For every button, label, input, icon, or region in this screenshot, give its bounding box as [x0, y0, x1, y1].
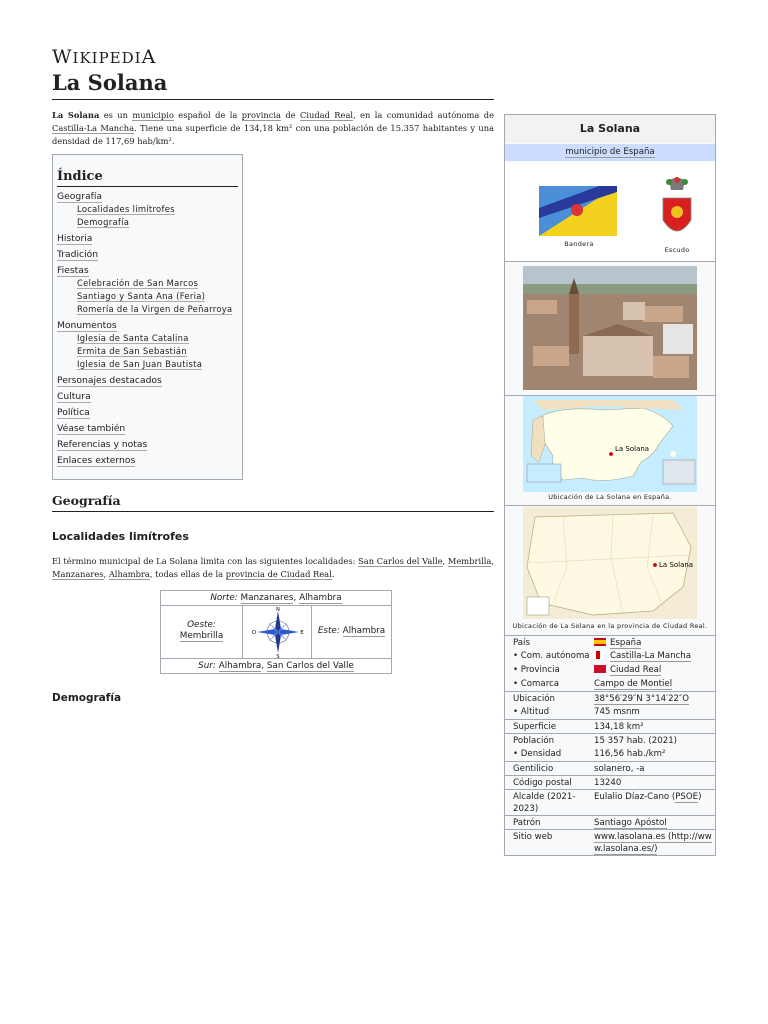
toc-title: Índice — [57, 169, 238, 187]
table-of-contents — [52, 154, 243, 480]
link-provincia-ciudad-real[interactable]: provincia de Ciudad Real — [225, 569, 332, 579]
compass-east: Este: Alhambra — [317, 626, 386, 636]
link-san-carlos-del-valle[interactable]: San Carlos del Valle — [358, 556, 443, 566]
toc-subitem[interactable]: Iglesia de Santa Catalina — [77, 333, 189, 343]
map2-caption: Ubicación de La Solana en la provincia de Ciudad Real. — [512, 622, 708, 630]
toc-list — [57, 190, 238, 467]
province-flag-icon — [594, 665, 606, 673]
infobox-row-comarca: • Comarca Campo de Montiel — [513, 679, 673, 689]
toc-subitem[interactable]: Demografía — [77, 217, 130, 227]
compass-north: Norte: Manzanares, Alhambra — [161, 591, 391, 606]
section-divider — [52, 511, 494, 512]
infobox-row-codigo-postal: Código postal 13240 — [505, 775, 715, 789]
link-coordinates[interactable]: 38°56′29″N 3°14′22″O — [594, 693, 689, 704]
town-photo[interactable] — [523, 266, 697, 390]
infobox-row-alcalde: Alcalde (2021- 2023) Eulalio Díaz-Cano (PSOE) — [505, 789, 715, 815]
infobox — [504, 114, 716, 856]
neighbors-compass-table — [160, 590, 392, 674]
infobox-row-densidad: • Densidad 116,56 hab./km² — [513, 749, 666, 759]
infobox-row-altitud: • Altitud 745 msnm — [513, 707, 640, 717]
toc-item[interactable]: Referencias y notas — [57, 439, 148, 450]
toc-item[interactable]: Historia — [57, 233, 93, 244]
link-membrilla[interactable]: Membrilla — [447, 556, 492, 566]
svg-text:N: N — [276, 607, 280, 613]
link-psoe[interactable]: PSOE — [675, 792, 699, 802]
link-manzanares[interactable]: Manzanares — [52, 569, 104, 579]
infobox-row-poblacion: Población 15 357 hab. (2021) — [505, 733, 715, 747]
infobox-subtitle — [505, 144, 715, 161]
link-municipio-espana[interactable]: municipio de España — [565, 147, 655, 157]
infobox-symbols — [505, 162, 715, 262]
link-ciudad-real[interactable]: Ciudad Real — [299, 110, 354, 120]
province-location-map[interactable] — [523, 507, 697, 619]
infobox-row-pais: País España — [505, 635, 715, 649]
compass-west: Oeste: Membrilla — [179, 620, 224, 641]
link-provincia[interactable]: provincia — [241, 110, 281, 120]
link-manzanares[interactable]: Manzanares — [240, 593, 294, 603]
toc-item[interactable]: Enlaces externos — [57, 455, 136, 466]
intro-paragraph: La Solana es un municipio español de la provincia de Ciudad Real, en la comunidad autónoma de Castilla-La Mancha. Tiene una superficie de 134,18 km² con una población de 15.357 habitantes y una densidad de 117,69 hab/km². — [52, 110, 494, 146]
svg-text:E: E — [300, 630, 304, 636]
section-heading-demografia: Demografía — [52, 692, 122, 704]
localidades-paragraph: El término municipal de La Solana limita con las siguientes localidades: San Carlos del Valle, Membrilla, Manzanares, Alhambra, todas ellas de la provincia de Ciudad Real. — [52, 556, 494, 579]
link-municipio[interactable]: municipio — [132, 110, 174, 120]
toc-item[interactable]: Monumentos — [57, 320, 117, 331]
page-title: La Solana — [52, 70, 168, 95]
link-espana[interactable]: España — [610, 637, 642, 648]
section-heading-geografia: Geografía — [52, 493, 121, 508]
infobox-data-rows — [505, 635, 715, 855]
infobox-row-sitio-web: Sitio web www.lasolana.es (http://ww w.lasolana.es/) — [505, 829, 715, 855]
toc-item[interactable]: Tradición — [57, 249, 99, 260]
compass-rose-icon — [243, 606, 313, 658]
title-divider — [52, 99, 494, 100]
toc-subitem[interactable]: Localidades limítrofes — [77, 204, 175, 214]
link-campo-de-montiel[interactable]: Campo de Montiel — [594, 679, 673, 689]
spain-location-map[interactable] — [523, 396, 697, 492]
toc-item[interactable]: Geografía — [57, 191, 103, 202]
toc-subitem[interactable]: Santiago y Santa Ana (Feria) — [77, 291, 206, 301]
infobox-row-gentilicio: Gentilicio solanero, -a — [505, 761, 715, 775]
toc-item[interactable]: Personajes destacados — [57, 375, 162, 386]
svg-text:La Solana: La Solana — [615, 445, 650, 453]
map1-caption: Ubicación de La Solana en España. — [548, 493, 672, 501]
link-alhambra[interactable]: Alhambra — [218, 661, 262, 671]
toc-item[interactable]: Fiestas — [57, 265, 89, 276]
toc-item[interactable]: Política — [57, 407, 90, 418]
infobox-title: La Solana — [505, 115, 715, 143]
link-website[interactable]: www.lasolana.es (http://ww — [594, 832, 712, 842]
link-alhambra[interactable]: Alhambra — [342, 626, 386, 636]
infobox-divider — [505, 505, 715, 506]
compass-south: Sur: Alhambra, San Carlos del Valle — [161, 658, 391, 673]
infobox-row-provincia: • Provincia Ciudad Real — [513, 665, 662, 675]
link-ciudad-real[interactable]: Ciudad Real — [610, 665, 662, 675]
wikipedia-wordmark[interactable]: WIKIPEDIA — [52, 46, 157, 68]
link-castilla-la-mancha[interactable]: Castilla-La Mancha — [52, 123, 135, 133]
link-website[interactable]: w.lasolana.es/) — [594, 844, 658, 854]
flag-caption: Bandera — [564, 240, 594, 248]
shield-image[interactable] — [659, 176, 695, 242]
flag-image[interactable] — [539, 186, 617, 236]
link-san-carlos-del-valle[interactable]: San Carlos del Valle — [266, 661, 354, 671]
toc-subitem[interactable]: Celebración de San Marcos — [77, 278, 199, 288]
infobox-row-patron: Patrón Santiago Apóstol — [505, 815, 715, 829]
svg-text:La Solana: La Solana — [659, 561, 694, 569]
clm-flag-icon — [596, 651, 604, 659]
toc-item[interactable]: Cultura — [57, 391, 91, 402]
shield-caption: Escudo — [664, 246, 690, 254]
section-heading-localidades: Localidades limítrofes — [52, 530, 189, 543]
compass-rose — [242, 606, 312, 658]
link-alhambra[interactable]: Alhambra — [299, 593, 342, 603]
infobox-row-comunidad: • Com. autónoma Castilla-La Mancha — [513, 651, 691, 661]
svg-text:S: S — [276, 654, 280, 658]
link-santiago-apostol[interactable]: Santiago Apóstol — [594, 817, 667, 828]
toc-subitem[interactable]: Romería de la Virgen de Peñarroya — [77, 304, 233, 314]
infobox-row-superficie: Superficie 134,18 km² — [505, 719, 715, 733]
link-membrilla[interactable]: Membrilla — [179, 631, 224, 641]
toc-subitem[interactable]: Ermita de San Sebastián — [77, 346, 187, 356]
toc-item[interactable]: Véase también — [57, 423, 126, 434]
link-castilla-la-mancha[interactable]: Castilla-La Mancha — [610, 651, 691, 661]
toc-subitem[interactable]: Iglesia de San Juan Bautista — [77, 359, 203, 369]
svg-text:O: O — [252, 630, 256, 636]
infobox-row-ubicacion: Ubicación 38°56′29″N 3°14′22″O — [505, 691, 715, 705]
spain-flag-icon — [594, 638, 606, 646]
link-alhambra[interactable]: Alhambra — [108, 569, 150, 579]
